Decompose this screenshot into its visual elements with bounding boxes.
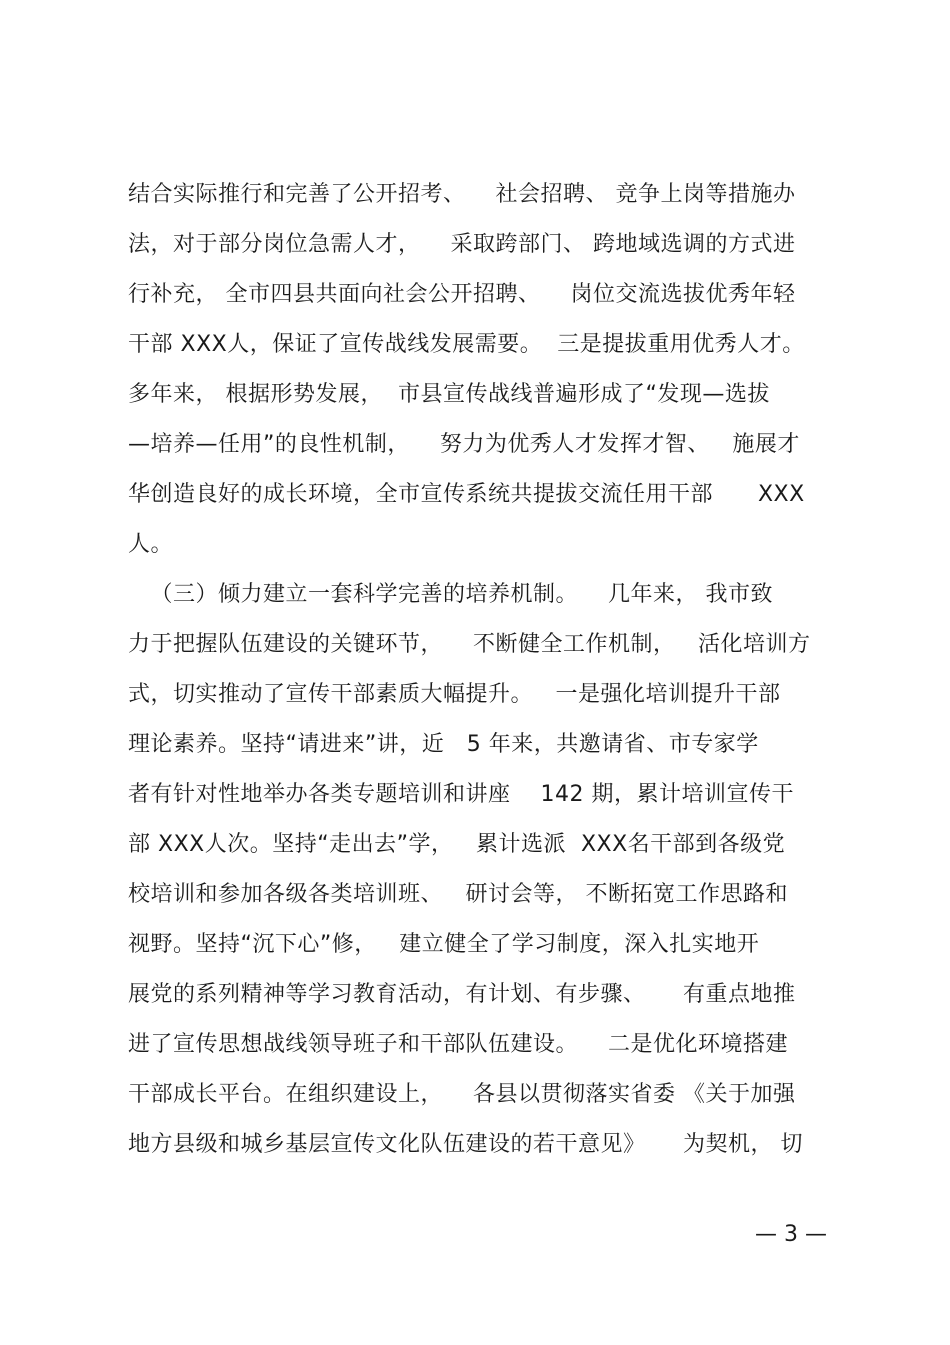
text-line: 行补充， 全市四县共面向社会公开招聘、 岗位交流选拔优秀年轻 (128, 282, 796, 307)
text-line: 部 XXX人次。坚持“走出去”学， 累计选派 XXX名干部到各级党 (128, 832, 786, 857)
text-line: 校培训和参加各级各类培训班、 研讨会等， 不断拓宽工作思路和 (128, 882, 788, 907)
text-line: 者有针对性地举办各类专题培训和讲座 142 期，累计培训宣传干 (128, 782, 794, 807)
text-line: 干部成长平台。在组织建设上， 各县以贯彻落实省委 《关于加强 (128, 1082, 796, 1107)
text-line: 人。 (128, 532, 174, 557)
page-number: — 3 — (755, 1222, 827, 1247)
text-line: —培养—任用”的良性机制， 努力为优秀人才发挥才智、 施展才 (128, 432, 800, 457)
text-line: 视野。坚持“沉下心”修， 建立健全了学习制度，深入扎实地开 (128, 932, 760, 957)
text-line: 理论素养。坚持“请进来”讲，近 5 年来，共邀请省、市专家学 (128, 732, 759, 757)
text-line: 展党的系列精神等学习教育活动，有计划、有步骤、 有重点地推 (128, 982, 796, 1007)
text-line: 结合实际推行和完善了公开招考、 社会招聘、 竞争上岗等措施办 (128, 182, 796, 207)
text-line: 进了宣传思想战线领导班子和干部队伍建设。 二是优化环境搭建 (128, 1032, 788, 1057)
text-line: 力于把握队伍建设的关键环节， 不断健全工作机制， 活化培训方 (128, 632, 811, 657)
text-line: 地方县级和城乡基层宣传文化队伍建设的若干意见》 为契机， 切 (128, 1132, 803, 1157)
text-line: 华创造良好的成长环境，全市宣传系统共提拔交流任用干部 XXX (128, 482, 805, 507)
text-line: （三）倾力建立一套科学完善的培养机制。 几年来， 我市致 (128, 582, 773, 607)
text-line: 多年来， 根据形势发展， 市县宣传战线普遍形成了“发现—选拔 (128, 382, 770, 407)
text-line: 干部 XXX人，保证了宣传战线发展需要。 三是提拔重用优秀人才。 (128, 332, 805, 357)
text-line: 法，对于部分岗位急需人才， 采取跨部门、 跨地域选调的方式进 (128, 232, 796, 257)
text-line: 式，切实推动了宣传干部素质大幅提升。 一是强化培训提升干部 (128, 682, 781, 707)
